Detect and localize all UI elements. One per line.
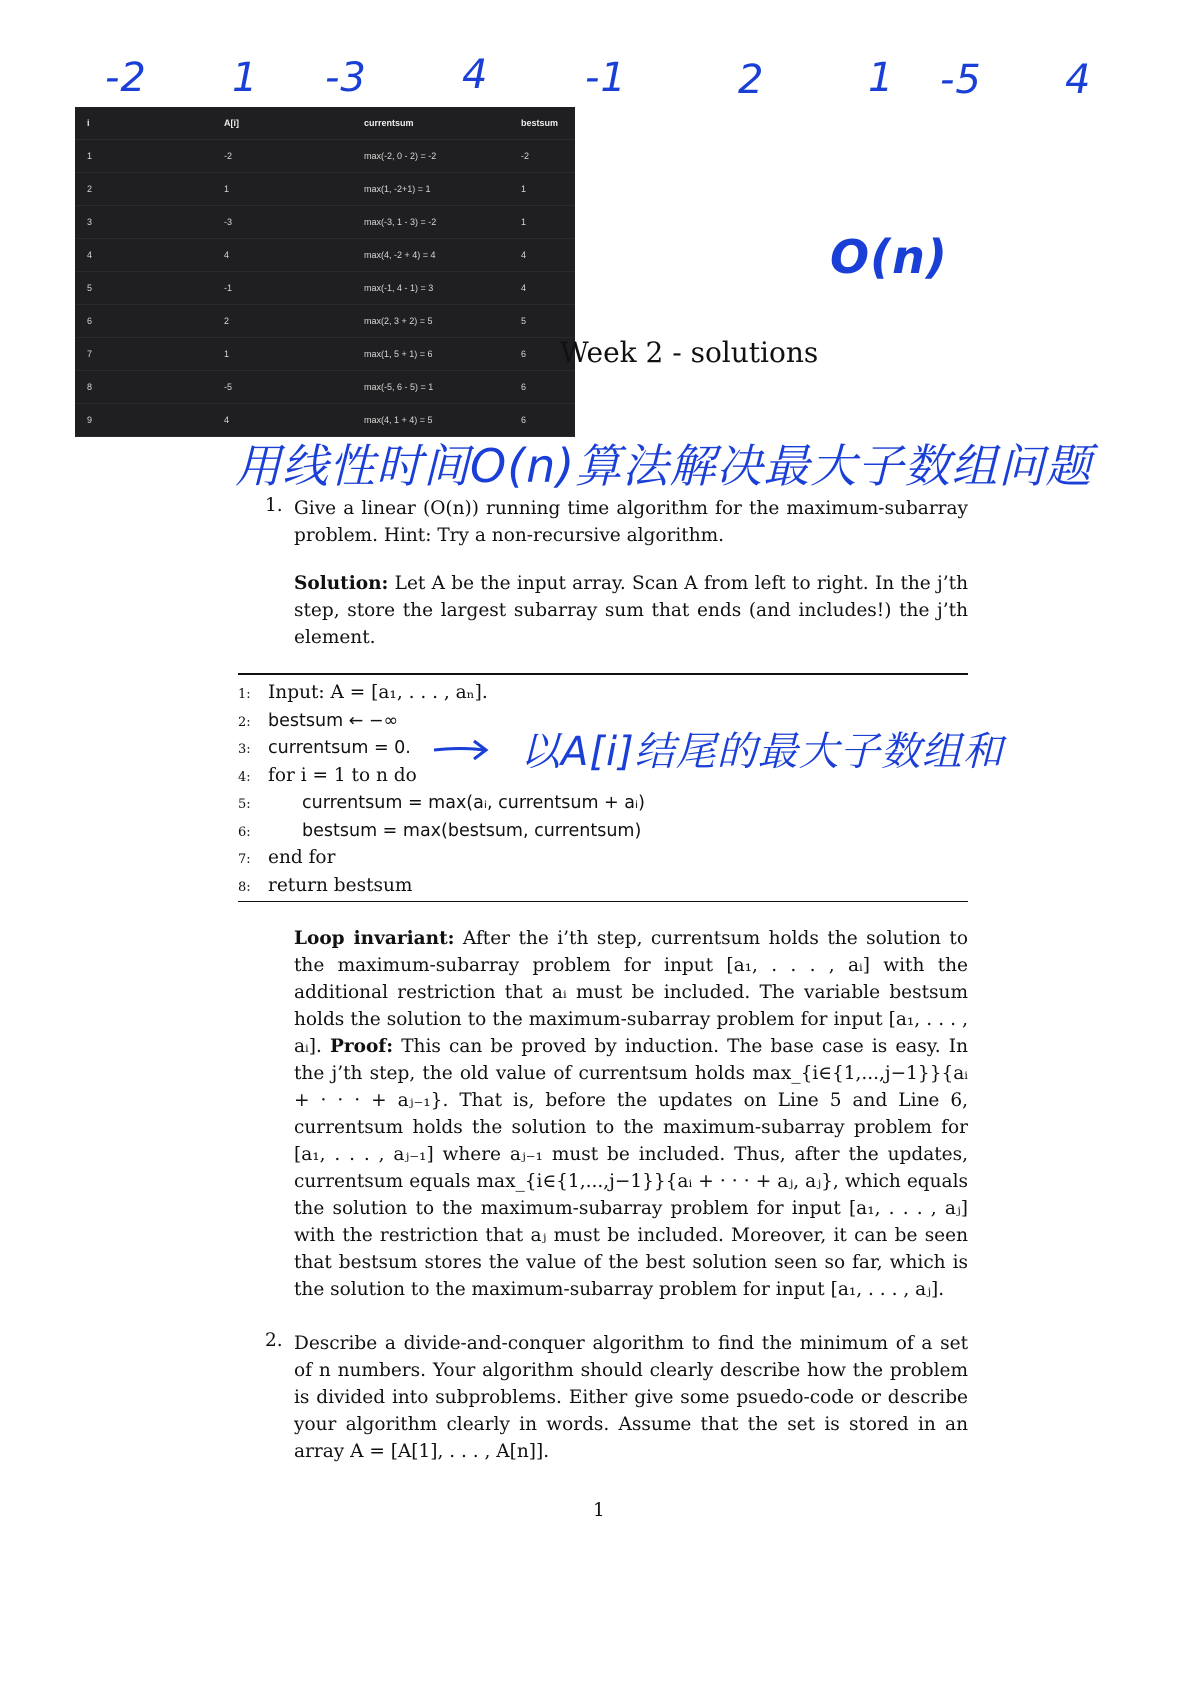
- column-header: currentsum: [352, 107, 509, 140]
- question-2-text: Describe a divide-and-conquer algorithm to find the minimum of a set of n numbers. Your algorithm should clearly describe how the problem is divided into subproblems. Either give some psuedo-code or describe your algorithm clearly in words. Assume that the set is stored in an array A = [A[1], . . . , A[n]].: [294, 1333, 968, 1462]
- line-text: currentsum = 0.: [268, 738, 411, 758]
- table-row: [75, 206, 575, 239]
- handwritten-number: 4: [462, 52, 489, 98]
- table-cell: 1: [509, 173, 575, 206]
- table-row: [75, 173, 575, 206]
- line-text: return bestsum: [268, 874, 413, 896]
- line-text: end for: [268, 847, 336, 868]
- table-cell: 4: [212, 239, 352, 272]
- solution-paragraph: [294, 570, 968, 651]
- table-cell: max(4, 1 + 4) = 5: [352, 404, 509, 437]
- table-cell: 6: [509, 404, 575, 437]
- algorithm-line: [238, 679, 968, 707]
- invariant-label: Loop invariant:: [294, 928, 455, 949]
- table-row: [75, 371, 575, 404]
- table-cell: max(1, -2+1) = 1: [352, 173, 509, 206]
- table-cell: max(-5, 6 - 5) = 1: [352, 371, 509, 404]
- table-cell: 2: [75, 173, 212, 206]
- table-cell: 6: [509, 371, 575, 404]
- table-cell: 4: [509, 272, 575, 305]
- line-text: bestsum = max(bestsum, currentsum): [302, 820, 642, 841]
- table-cell: 9: [75, 404, 212, 437]
- handwritten-number: 4: [1065, 57, 1092, 103]
- handwritten-number: 2: [738, 57, 765, 103]
- table-cell: 4: [75, 239, 212, 272]
- proof-label: Proof:: [329, 1036, 394, 1057]
- table-row: [75, 305, 575, 338]
- table-row: [75, 272, 575, 305]
- page-title: Week 2 - solutions: [560, 336, 819, 369]
- handwritten-number-row: [0, 0, 1200, 110]
- handwritten-number: 1: [868, 55, 895, 101]
- table-cell: -1: [212, 272, 352, 305]
- table-cell: max(4, -2 + 4) = 4: [352, 239, 509, 272]
- table-cell: 1: [75, 140, 212, 173]
- line-number: 3:: [238, 742, 251, 757]
- question-1-text: Give a linear (O(n)) running time algorithm for the maximum-subarray problem. Hint: Try a non-recursive algorithm.: [294, 498, 968, 546]
- table-cell: 3: [75, 206, 212, 239]
- table-cell: 8: [75, 371, 212, 404]
- algorithm-line: [238, 872, 968, 900]
- table-row: [75, 140, 575, 173]
- column-header: i: [75, 107, 212, 140]
- table-cell: 5: [509, 305, 575, 338]
- line-number: 4:: [238, 769, 251, 785]
- line-text: Input: A = [a₁, . . . , aₙ].: [268, 682, 488, 703]
- handwritten-algorithm-note: 以A[i]结尾的最大子数组和: [520, 729, 1004, 775]
- handwritten-number: -2: [105, 55, 147, 101]
- page-number: 1: [593, 1500, 605, 1521]
- table-cell: max(-1, 4 - 1) = 3: [352, 272, 509, 305]
- solution-text: Let A be the input array. Scan A from left to right. In the j’th step, store the largest subarray sum that ends (and includes!) the j’th element.: [294, 573, 968, 648]
- table-row: [75, 239, 575, 272]
- line-number: 6:: [238, 824, 251, 840]
- handwritten-number: -3: [325, 55, 367, 101]
- table-cell: 1: [212, 338, 352, 371]
- table-row: [75, 338, 575, 371]
- line-number: 8:: [238, 879, 251, 895]
- invariant-text: After the i’th step, currentsum holds the solution to the maximum-subarray problem for input [a₁, . . . , aᵢ] with the additional restriction that aᵢ must be included. The variable bestsum holds the solution to the maximum-subarray problem for input [a₁, . . . , aᵢ].: [294, 928, 968, 1057]
- table-cell: max(-2, 0 - 2) = -2: [352, 140, 509, 173]
- line-text: for i = 1 to n do: [268, 764, 417, 786]
- table-cell: 5: [75, 272, 212, 305]
- table-cell: 6: [75, 305, 212, 338]
- handwritten-number: -5: [940, 57, 982, 103]
- line-text: bestsum ← −∞: [268, 710, 399, 731]
- handwritten-arrow-icon: [432, 735, 492, 765]
- handwritten-number: -1: [585, 55, 627, 101]
- algorithm-line: [238, 789, 968, 817]
- table-header-row: [75, 107, 575, 140]
- table-cell: -2: [509, 140, 575, 173]
- loop-invariant-paragraph: [294, 925, 968, 1303]
- algorithm-box: [238, 673, 968, 902]
- proof-text: This can be proved by induction. The base case is easy. In the j’th step, the old value of currentsum holds max_{i∈{1,...,j−1}}{aᵢ + · · · + aⱼ₋₁}. That is, before the updates on Line 5 and Line 6, currentsum holds the solution to the maximum-subarray problem for [a₁, . . . , aⱼ₋₁] where aⱼ₋₁ must be included. Thus, after the updates, currentsum equals max_{i∈{1,...,j−1}}{aᵢ + · · · + aⱼ, aⱼ}, which equals the solution to the maximum-subarray problem for input [a₁, . . . , aⱼ] with the restriction that aⱼ must be included. Moreover, it can be seen that bestsum stores the value of the best solution seen so far, which is the solution to the maximum-subarray problem for input [a₁, . . . , aⱼ].: [294, 1036, 968, 1300]
- table-cell: 4: [509, 239, 575, 272]
- item-number: 2.: [265, 1330, 283, 1351]
- line-number: 7:: [238, 852, 251, 867]
- table-cell: -3: [212, 206, 352, 239]
- table-cell: 1: [509, 206, 575, 239]
- algorithm-line: [238, 844, 968, 872]
- handwritten-number: 1: [232, 55, 259, 101]
- handwritten-complexity-note: O(n): [830, 230, 948, 284]
- trace-table-overlay: [75, 107, 575, 437]
- table-cell: -2: [212, 140, 352, 173]
- table-cell: 7: [75, 338, 212, 371]
- solution-label: Solution:: [294, 573, 389, 594]
- table-cell: 4: [212, 404, 352, 437]
- table-cell: max(1, 5 + 1) = 6: [352, 338, 509, 371]
- table-cell: 2: [212, 305, 352, 338]
- trace-table: [75, 107, 575, 437]
- column-header: bestsum: [509, 107, 575, 140]
- line-number: 2:: [238, 714, 251, 730]
- algorithm-line: [238, 817, 968, 845]
- table-cell: -5: [212, 371, 352, 404]
- line-number: 1:: [238, 687, 251, 702]
- line-number: 5:: [238, 797, 251, 812]
- table-cell: max(2, 3 + 2) = 5: [352, 305, 509, 338]
- table-cell: 1: [212, 173, 352, 206]
- table-cell: max(-3, 1 - 3) = -2: [352, 206, 509, 239]
- table-cell: 6: [509, 338, 575, 371]
- line-text: currentsum = max(aᵢ, currentsum + aᵢ): [302, 793, 645, 813]
- item-number: 1.: [265, 495, 283, 516]
- handwritten-heading-note: 用线性时间O(n)算法解决最大子数组问题: [235, 439, 1093, 493]
- column-header: A[i]: [212, 107, 352, 140]
